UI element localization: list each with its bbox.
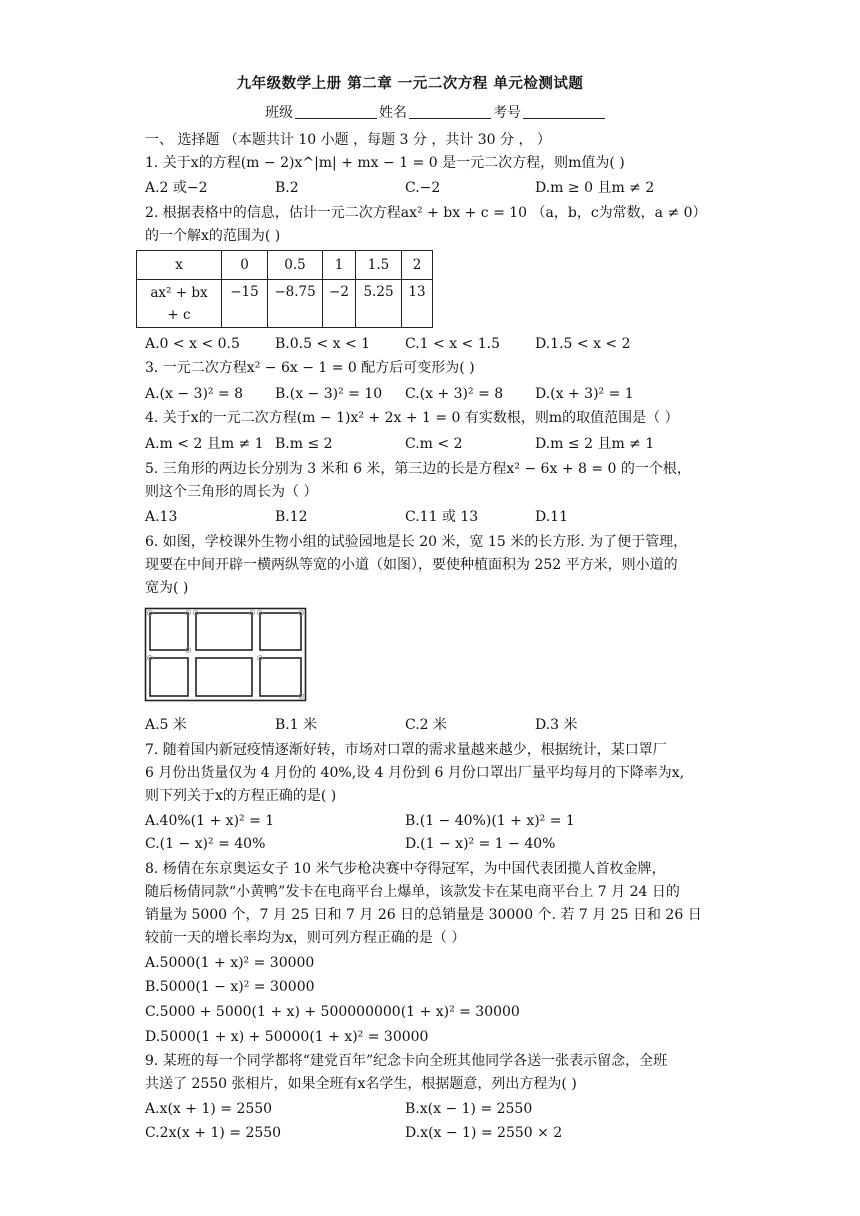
section-heading: 一、 选择题 （本题共计 10 小题 ，每题 3 分 ，共计 30 分 ， ） bbox=[145, 132, 551, 148]
option-c: C.11 或 13 bbox=[405, 509, 479, 525]
table-cell: 0 bbox=[222, 251, 268, 280]
table-cell: 2 bbox=[402, 251, 433, 280]
option-b: B.(1 − 40%)(1 + x)² = 1 bbox=[405, 813, 575, 829]
option-d: D.x(x − 1) = 2550 × 2 bbox=[405, 1125, 563, 1141]
option-d: D.(1 − x)² = 1 − 40% bbox=[405, 836, 556, 852]
table-cell: 1 bbox=[323, 251, 356, 280]
question-8-stem-line-3: 销量为 5000 个，7 月 25 日和 7 月 26 日的总销量是 30000 个. 若 7 月 25 日和 26 日 bbox=[145, 907, 702, 923]
option-b: B.5000(1 − x)² = 30000 bbox=[145, 979, 315, 995]
row-label-line-2: + c bbox=[167, 306, 191, 323]
question-9-stem-line-1: 9. 某班的每一个同学都将“建党百年”纪念卡向全班其他同学各送一张表示留念，全班 bbox=[145, 1053, 668, 1069]
row-label-line-1: ax² + bx bbox=[150, 284, 208, 301]
option-c: C.−2 bbox=[405, 180, 441, 196]
option-c: C.2 米 bbox=[405, 717, 448, 733]
garden-plot-figure bbox=[144, 607, 308, 703]
option-c: C.(x + 3)² = 8 bbox=[405, 386, 504, 402]
option-b: B.(x − 3)² = 10 bbox=[275, 386, 383, 402]
garden-outline bbox=[146, 609, 306, 701]
table-cell: 0.5 bbox=[268, 251, 323, 280]
table-cell: −8.75 bbox=[268, 280, 323, 328]
option-a: A.0 < x < 0.5 bbox=[145, 336, 240, 352]
option-d: D.3 米 bbox=[535, 717, 578, 733]
student-info-line bbox=[265, 102, 607, 122]
option-b: B.x(x − 1) = 2550 bbox=[405, 1101, 533, 1117]
values-table bbox=[136, 250, 433, 328]
table-row bbox=[137, 280, 433, 328]
plot-bottom-middle bbox=[196, 658, 252, 696]
option-d: D.1.5 < x < 2 bbox=[535, 336, 631, 352]
option-d: D.(x + 3)² = 1 bbox=[535, 386, 634, 402]
class-label: 班级 bbox=[265, 105, 293, 121]
option-c: C.2x(x + 1) = 2550 bbox=[145, 1125, 282, 1141]
option-a: A.13 bbox=[145, 509, 178, 525]
option-a: A.(x − 3)² = 8 bbox=[145, 386, 244, 402]
option-b: B.2 bbox=[275, 180, 299, 196]
question-8-stem-line-1: 8. 杨倩在东京奥运女子 10 米气步枪决赛中夺得冠军，为中国代表团揽人首枚金牌， bbox=[145, 861, 666, 877]
table-cell: 5.25 bbox=[356, 280, 402, 328]
option-c: C.5000 + 5000(1 + x) + 500000000(1 + x)² = 30000 bbox=[145, 1004, 520, 1020]
question-5-stem-line-2: 则这个三角形的周长为（ ） bbox=[145, 484, 318, 500]
option-a: A.m < 2 且m ≠ 1 bbox=[145, 436, 264, 452]
option-d: D.m ≤ 2 且m ≠ 1 bbox=[535, 436, 655, 452]
question-6-stem-line-2: 现要在中间开辟一横两纵等宽的小道（如图），要使种植面积为 252 平方米，则小道的 bbox=[145, 557, 678, 573]
class-blank[interactable] bbox=[295, 104, 377, 119]
question-2-stem-line-2: 的一个解x的范围为( ) bbox=[145, 228, 281, 244]
option-a: A.x(x + 1) = 2550 bbox=[145, 1101, 273, 1117]
option-d: D.m ≥ 0 且m ≠ 2 bbox=[535, 180, 655, 196]
question-8-stem-line-2: 随后杨倩同款“小黄鸭”发卡在电商平台上爆单，该款发卡在某电商平台上 7 月 24 日的 bbox=[145, 884, 680, 900]
option-a: A.5000(1 + x)² = 30000 bbox=[145, 955, 315, 971]
document-title: 九年级数学上册 第二章 一元二次方程 单元检测试题 bbox=[236, 75, 584, 92]
option-b: B.m ≤ 2 bbox=[275, 436, 333, 452]
option-c: C.1 < x < 1.5 bbox=[405, 336, 500, 352]
name-label: 姓名 bbox=[379, 105, 407, 121]
plot-bottom-right bbox=[260, 658, 301, 696]
table-cell: 13 bbox=[402, 280, 433, 328]
plot-top-right bbox=[260, 613, 301, 650]
question-8-stem-line-4: 较前一天的增长率均为x，则可列方程正确的是（ ） bbox=[145, 930, 466, 946]
question-1-stem: 1. 关于x的方程(m − 2)x^|m| + mx − 1 = 0 是一元二次方程，则m值为( ) bbox=[145, 155, 625, 171]
option-b: B.0.5 < x < 1 bbox=[275, 336, 371, 352]
option-c: C.(1 − x)² = 40% bbox=[145, 836, 266, 852]
question-2-stem-line-1: 2. 根据表格中的信息，估计一元二次方程ax² + bx + c = 10 （a，b，c为常数，a ≠ 0） bbox=[145, 205, 707, 221]
name-blank[interactable] bbox=[409, 104, 491, 119]
question-7-stem-line-1: 7. 随着国内新冠疫情逐渐好转，市场对口罩的需求量越来越少，根据统计，某口罩厂 bbox=[145, 742, 667, 758]
number-label: 考号 bbox=[493, 105, 521, 121]
table-cell: x bbox=[137, 251, 222, 280]
question-7-stem-line-3: 则下列关于x的方程正确的是( ) bbox=[145, 788, 337, 804]
question-9-stem-line-2: 共送了 2550 张相片，如果全班有x名学生，根据题意，列出方程为( ) bbox=[145, 1076, 577, 1092]
table-row bbox=[137, 251, 433, 280]
option-d: D.11 bbox=[535, 509, 568, 525]
option-d: D.5000(1 + x) + 50000(1 + x)² = 30000 bbox=[145, 1029, 429, 1045]
question-5-stem-line-1: 5. 三角形的两边长分别为 3 米和 6 米，第三边的长是方程x² − 6x + 8 = 0 的一个根， bbox=[145, 461, 691, 477]
option-a: A.5 米 bbox=[145, 717, 187, 733]
number-blank[interactable] bbox=[523, 104, 605, 119]
option-c: C.m < 2 bbox=[405, 436, 463, 452]
question-4-stem: 4. 关于x的一元二次方程(m − 1)x² + 2x + 1 = 0 有实数根，则m的取值范围是（ ） bbox=[145, 410, 679, 426]
option-a: A.40%(1 + x)² = 1 bbox=[145, 813, 275, 829]
table-row-label bbox=[137, 280, 222, 328]
option-a: A.2 或−2 bbox=[145, 180, 208, 196]
question-6-stem-line-3: 宽为( ) bbox=[145, 580, 189, 596]
table-cell: −15 bbox=[222, 280, 268, 328]
table-cell: 1.5 bbox=[356, 251, 402, 280]
question-7-stem-line-2: 6 月份出货量仅为 4 月份的 40%,设 4 月份到 6 月份口罩出厂量平均每月的下降率为x, bbox=[145, 765, 685, 781]
plot-top-left bbox=[150, 613, 188, 650]
plot-bottom-left bbox=[150, 658, 188, 696]
option-b: B.12 bbox=[275, 509, 308, 525]
question-6-stem-line-1: 6. 如图，学校课外生物小组的试验园地是长 20 米，宽 15 米的长方形. 为了便于管理， bbox=[145, 534, 688, 550]
plot-top-middle bbox=[196, 613, 252, 650]
table-cell: −2 bbox=[323, 280, 356, 328]
option-b: B.1 米 bbox=[275, 717, 318, 733]
question-3-stem: 3. 一元二次方程x² − 6x − 1 = 0 配方后可变形为( ) bbox=[145, 360, 475, 376]
